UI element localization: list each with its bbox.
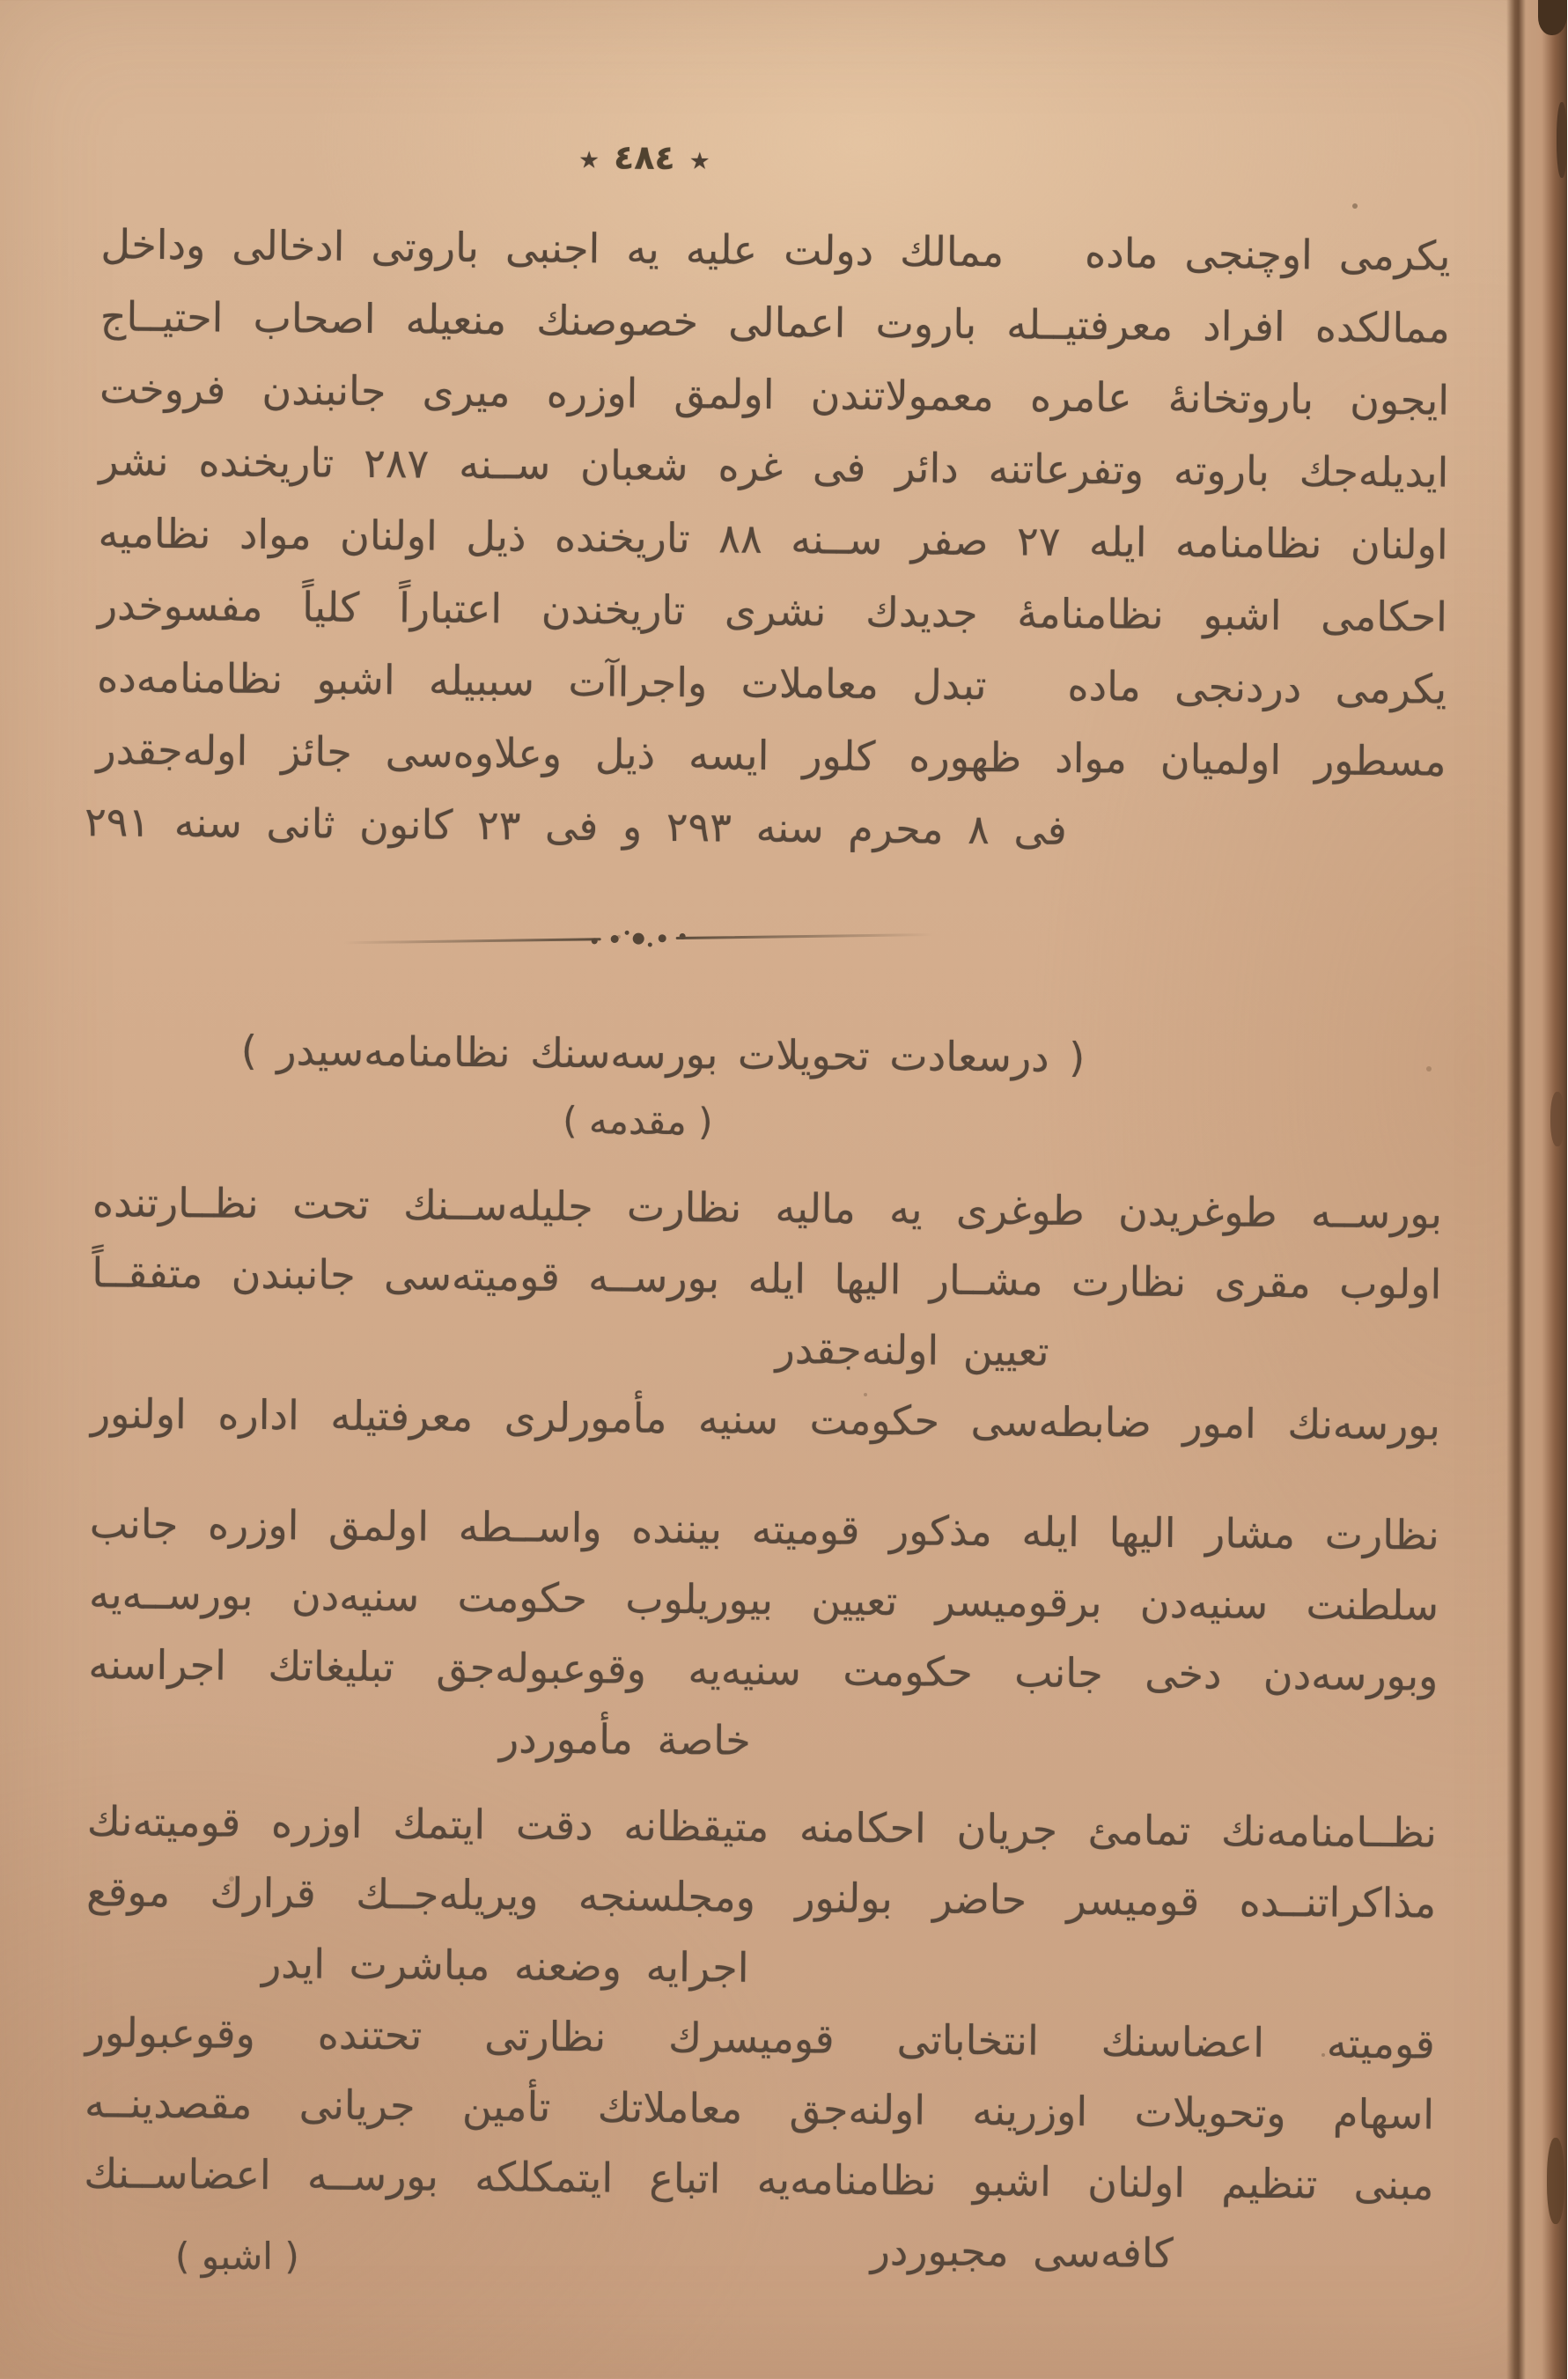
edge-stain <box>1557 102 1568 178</box>
text-line: احكامى اشبو نظامنامهٔ جديدك نشرى تاريخندن اعتباراً كلياً مفسوخدر <box>98 581 1449 641</box>
section-title: ( درسعادت تحويلات بورسه‌سنك نظامنامه‌سيدر ) <box>241 1026 1086 1082</box>
text-line: ممالكده افراد معرفتيــله باروت اعمالى خصوصنك منعيله اصحاب احتيــاج <box>100 292 1452 352</box>
text-line: نظــامنامه‌نك تمامئ جريان احكامنه متيقظانه دقت ايتمك اوزره قوميته‌نك <box>87 1797 1439 1857</box>
article-23-block <box>85 208 1452 869</box>
section-subtitle: ( مقدمه ) <box>563 1098 714 1144</box>
text-line: نظارت مشار اليها ايله مذكور قوميته بيننده واســطه اولمق اوزره جانب <box>90 1499 1441 1559</box>
text-line: ايديله‌جك باروته وتفرعاتنه دائر فى غره شعبان ســنه ٢٨٧ تاريخنده نشر <box>99 437 1450 497</box>
divider-rule-left <box>343 938 601 944</box>
text-line: سلطنت سنيه‌دن برقوميسر تعيين بيوريلوب حكومت سنيه‌دن بورســه‌يه <box>89 1570 1440 1630</box>
edge-stain <box>1551 1092 1565 1146</box>
text-line: اجرايه وضعنه مباشرت ايدر <box>261 1939 750 1992</box>
text-line: وبورسه‌دن دخى جانب حكومت سنيه‌يه وقوعبوله‌جق تبليغاتك اجراسنه <box>89 1640 1439 1700</box>
dust-specks <box>0 0 4 4</box>
text-line: قوميته اعضاسنك انتخاباتى قوميسرك نظارتى تحتنده وقوعبولور <box>85 2008 1437 2068</box>
text-line: يكرمى دردنجى ماده تبدل معاملات واجراآت سببيله اشبو نظامنامه‌ده <box>98 653 1448 713</box>
text-line: مسطور اولميان مواد ظهوره كلور ايسه ذيل وعلاوه‌سى جائز اوله‌جقدر <box>97 725 1447 785</box>
edge-stain <box>1548 2138 1565 2224</box>
text-line: مذاكراتنــده قوميسر حاضر بولنور ومجلسنجه ويريله‌جــك قرارك موقع <box>86 1867 1438 1927</box>
text-line: مبنى تنظيم اولنان اشبو نظامنامه‌يه اتباع ايتمكلكه بورســه اعضاســنك <box>85 2149 1435 2209</box>
page-number-value: ٤٨٤ <box>614 137 676 177</box>
catchword: ( اشبو ) <box>176 2235 300 2278</box>
text-line: تعيين اولنه‌جقدر <box>776 1325 1050 1375</box>
book-binding-edge <box>1507 0 1568 2379</box>
text-line: يكرمى اوچنجى ماده ممالك دولت عليه يه اجنبى باروتى ادخالى وداخل <box>101 220 1452 280</box>
page-text-block <box>84 0 1454 2291</box>
text-line: بورسه‌نك امور ضابطه‌سى حكومت سنيه مأمورلرى معرفتيله اداره اولنور <box>91 1389 1442 1449</box>
ornamental-divider <box>343 924 933 952</box>
rosette-ornament-right-icon: ٭ <box>578 136 601 182</box>
text-line: كافه‌سى مجبوردر <box>871 2227 1174 2278</box>
date-line: فى ٨ محرم سنه ٢٩٣ و فى ٢٣ كانون ثانى سنه ٢٩١ <box>85 798 1069 854</box>
rosette-ornament-left-icon: ٭ <box>689 137 711 183</box>
text-line: بورســه طوغريدن طوغرى يه ماليه نظارت جليله‌ســنك تحت نظــارتنده <box>92 1178 1444 1238</box>
introduction-block <box>84 1167 1443 2290</box>
text-line: ايجون باروتخانهٔ عامره معمولاتندن اولمق اوزره ميرى جانبندن فروخت <box>99 365 1451 424</box>
divider-rule-right <box>676 932 934 939</box>
text-line: اولوب مقرى نظارت مشــار اليها ايله بورســه قوميته‌سى جانبندن متفقــاً <box>92 1248 1443 1308</box>
page-number <box>0 125 1321 196</box>
text-line: اسهام وتحويلات اوزرينه اولنه‌جق معاملاتك تأمين جريانى مقصدينــه <box>85 2079 1436 2139</box>
text-line: خاصة مأموردر <box>499 1714 752 1764</box>
divider-ornament-icon <box>633 932 644 944</box>
text-line: اولنان نظامنامه ايله ٢٧ صفر ســنه ٨٨ تاريخنده ذيل اولنان مواد نظاميه <box>99 509 1449 569</box>
